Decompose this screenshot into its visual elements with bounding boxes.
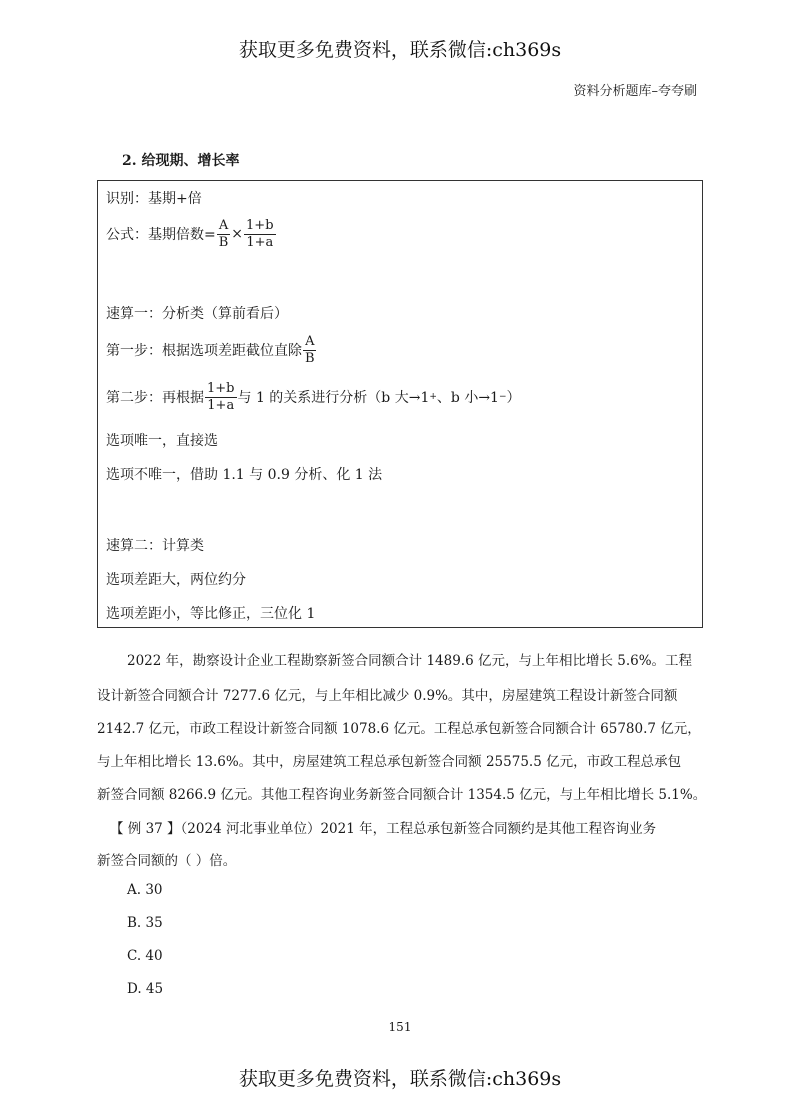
method1-title: 速算一：分析类（算前看后） [106, 306, 288, 322]
material-line: 2142.7 亿元，市政工程设计新签合同额 1078.6 亿元。工程总承包新签合同额合计 65780.7 亿元， [97, 721, 701, 737]
material-line: 新签合同额 8266.9 亿元。其他工程咨询业务新签合同额合计 1354.5 亿元，与上年相比增长 5.1%。 [97, 787, 707, 803]
step2-end: ） [506, 390, 521, 407]
fraction-denominator: B [218, 234, 229, 250]
section-title: 2. 给现期、增长率 [122, 153, 240, 169]
option-c[interactable]: C. 40 [127, 948, 163, 964]
header-title: 资料分析题库–夸夸刷 [573, 84, 697, 99]
not-unique-line: 选项不唯一，借助 1.1 与 0.9 分析、化 1 法 [106, 467, 383, 483]
small-gap-line: 选项差距小，等比修正，三位化 1 [106, 606, 316, 622]
option-d[interactable]: D. 45 [127, 981, 164, 997]
question-line: 【 例 37 】（2024 河北事业单位）2021 年，工程总承包新签合同额约是其他工程咨询业务 [110, 821, 657, 837]
unique-line: 选项唯一，直接选 [106, 433, 218, 449]
option-b[interactable]: B. 35 [127, 915, 163, 931]
fraction-denominator: 1+a [207, 397, 235, 413]
sup-minus: − [498, 392, 507, 403]
sup-plus: + [429, 392, 437, 403]
step2-line [106, 381, 521, 413]
fraction-numerator: 1+b [207, 381, 235, 396]
large-gap-line: 选项差距大，两位约分 [106, 572, 246, 588]
step2-mid2: 、b 小→1 [436, 390, 499, 407]
step2-mid: 与 1 的关系进行分析（b 大→1 [237, 390, 430, 407]
fraction-numerator: A [218, 218, 229, 233]
material-line: 与上年相比增长 13.6%。其中，房屋建筑工程总承包新签合同额 25575.5 亿元，市政工程总承包 [97, 754, 682, 770]
material-line: 2022 年，勘察设计企业工程勘察新签合同额合计 1489.6 亿元，与上年相比增长 5.6%。工程 [127, 653, 693, 669]
fraction-denominator: B [305, 350, 315, 366]
page-number: 151 [388, 1020, 412, 1034]
material-line: 设计新签合同额合计 7277.6 亿元，与上年相比减少 0.9%。其中，房屋建筑工程设计新签合同额 [97, 688, 678, 704]
fraction-a-over-b [303, 334, 317, 366]
question-line: 新签合同额的（ ）倍。 [97, 853, 237, 869]
step1-prefix: 第一步：根据选项差距截位直除 [106, 343, 302, 360]
fraction-growth [205, 381, 237, 413]
step2-prefix: 第二步：再根据 [106, 390, 204, 407]
banner-top: 获取更多免费资料，联系微信:ch369s [238, 39, 562, 61]
fraction-a-over-b [217, 218, 231, 250]
formula-prefix: 公式：基期倍数= [106, 227, 216, 244]
banner-bottom: 获取更多免费资料，联系微信:ch369s [238, 1068, 562, 1090]
fraction-denominator: 1+a [246, 234, 274, 250]
option-a[interactable]: A. 30 [127, 882, 163, 898]
fraction-numerator: 1+b [246, 218, 274, 233]
fraction-numerator: A [305, 334, 315, 349]
method2-title: 速算二：计算类 [106, 538, 204, 554]
identify-line: 识别：基期+倍 [106, 191, 202, 207]
step1-line [106, 334, 318, 366]
fraction-growth [244, 218, 276, 250]
times-sign: × [231, 226, 244, 243]
formula-line [106, 218, 277, 250]
